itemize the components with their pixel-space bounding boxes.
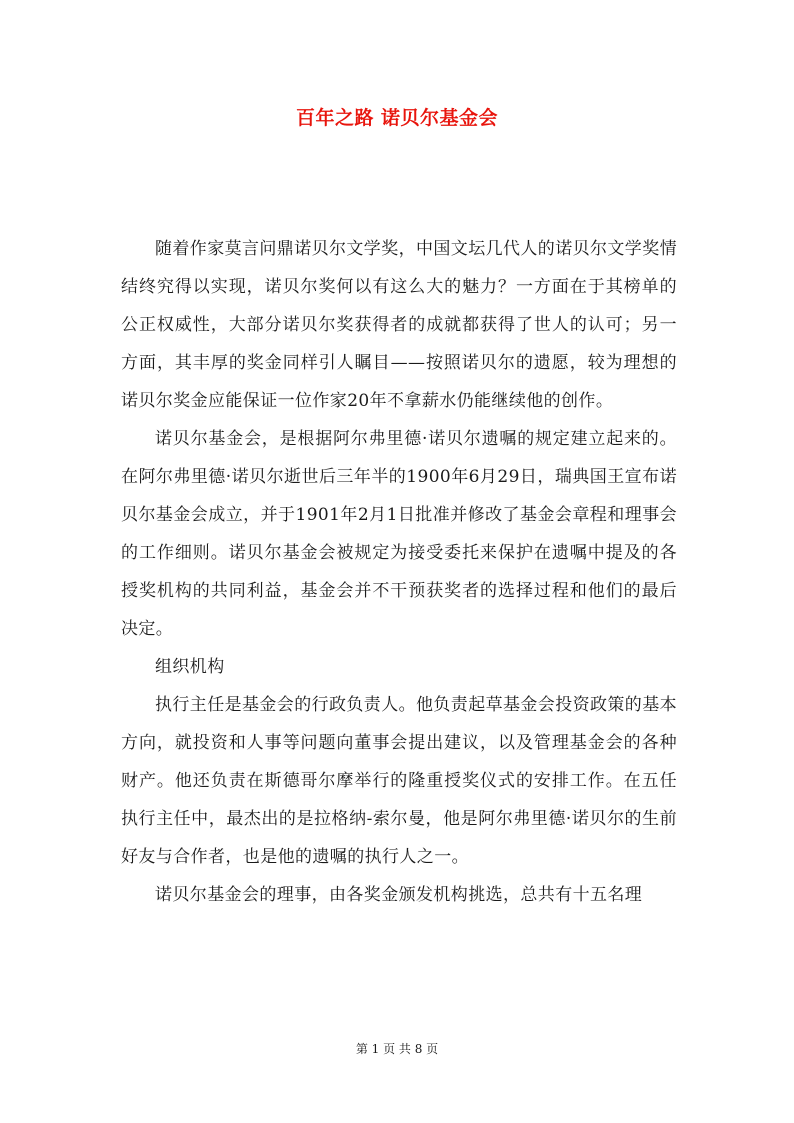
paragraph-board-members: 诺贝尔基金会的理事，由各奖金颁发机构挑选，总共有十五名理 bbox=[155, 885, 643, 905]
paragraph-intro: 随着作家莫言问鼎诺贝尔文学奖，中国文坛几代人的诺贝尔文学奖情结终究得以实现，诺贝尔奖何以有这么大的魅力？一方面在于其榜单的公正权威性，大部分诺贝尔奖获得者的成就都获得了世人的认可；另一方面，其丰厚的奖金同样引人瞩目——按照诺贝尔的遗愿，较为理想的诺贝尔奖金应能保证一位作家20年不拿薪水仍能继续他的创作。 bbox=[121, 239, 677, 411]
paragraph-foundation-history: 诺贝尔基金会，是根据阿尔弗里德·诺贝尔遗嘱的规定建立起来的。在阿尔弗里德·诺贝尔逝世后三年半的1900年6月29日，瑞典国王宣布诺贝尔基金会成立，并于1901年2月1日批准并修改了基金会章程和理事会的工作细则。诺贝尔基金会被规定为接受委托来保护在遗嘱中提及的各授奖机构的共同利益，基金会并不干预获奖者的选择过程和他们的最后决定。 bbox=[121, 429, 677, 639]
page-number: 第 1 页 共 8 页 bbox=[355, 1042, 439, 1056]
section-heading-organization: 组织机构 bbox=[155, 657, 225, 677]
paragraph-executive-director: 执行主任是基金会的行政负责人。他负责起草基金会投资政策的基本方向，就投资和人事等问题向董事会提出建议，以及管理基金会的各种财产。他还负责在斯德哥尔摩举行的隆重授奖仪式的安排工作。在五任执行主任中，最杰出的是拉格纳-索尔曼，他是阿尔弗里德·诺贝尔的生前好友与合作者，也是他的遗嘱的执行人之一。 bbox=[121, 695, 677, 867]
document-body bbox=[121, 230, 677, 914]
document-title: 百年之路 诺贝尔基金会 bbox=[295, 107, 499, 129]
